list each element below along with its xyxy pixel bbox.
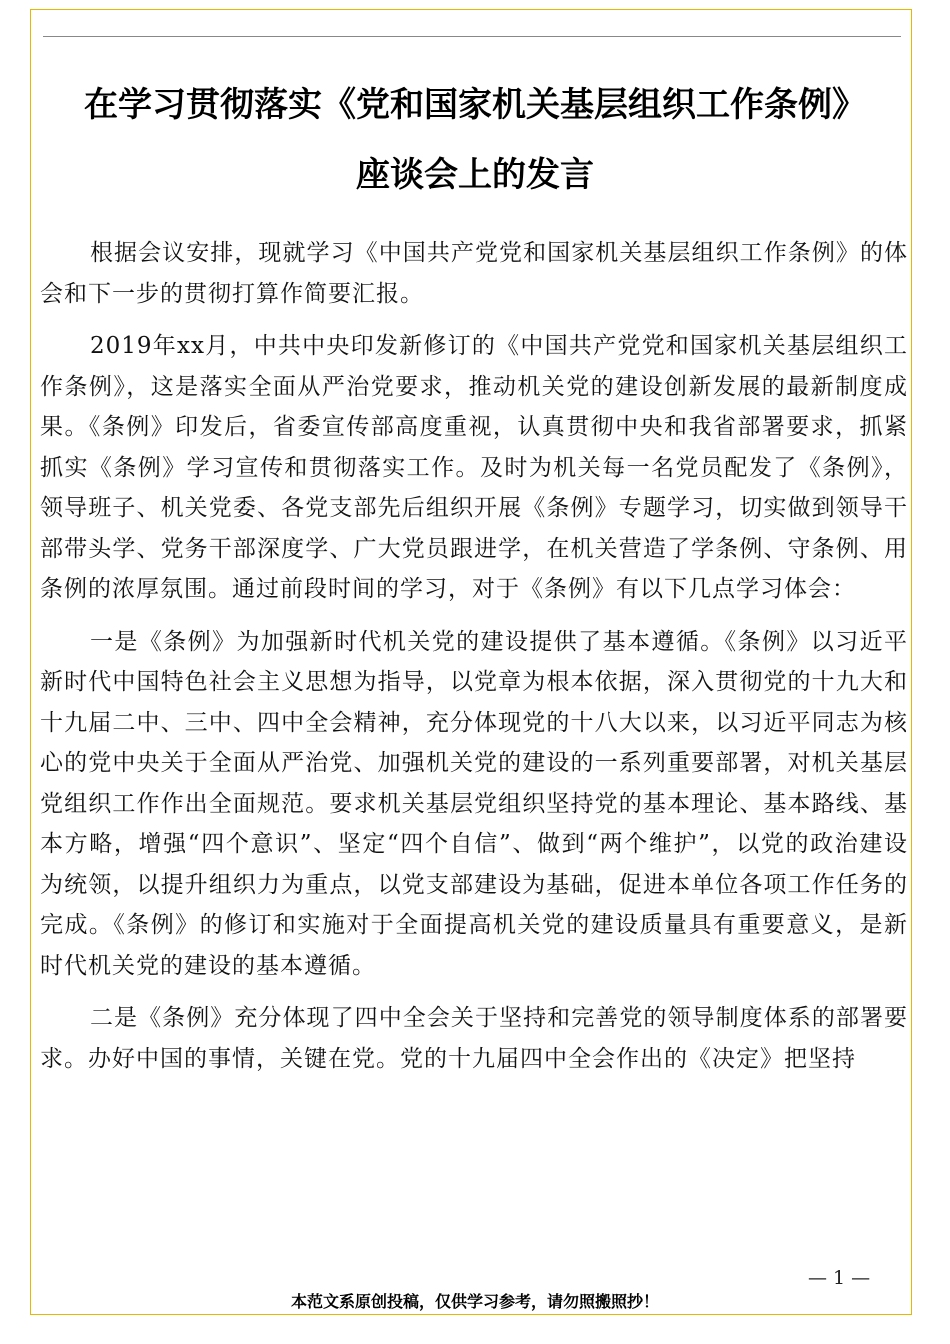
title-line-2: 座谈会上的发言 <box>356 155 594 195</box>
title-line-1: 在学习贯彻落实《党和国家机关基层组织工作条例》 <box>84 85 866 125</box>
paragraph-3: 一是《条例》为加强新时代机关党的建设提供了基本遵循。《条例》以习近平新时代中国特色社会主义思想为指导，以党章为根本依据，深入贯彻党的十九大和十九届二中、三中、四中全会精神，充分体现党的十八大以来，以习近平同志为核心的党中央关于全面从严治党、加强机关党的建设的一系列重要部署，对机关基层党组织工作作出全面规范。要求机关基层党组织坚持党的基本理论、基本路线、基本方略，增强“四个意识”、坚定“四个自信”、做到“两个维护”，以党的政治建设为统领，以提升组织力为重点，以党支部建设为基础，促进本单位各项工作任务的完成。《条例》的修订和实施对于全面提高机关党的建设质量具有重要意义，是新时代机关党的建设的基本遵循。 <box>40 628 908 979</box>
paragraph-4: 二是《条例》充分体现了四中全会关于坚持和完善党的领导制度体系的部署要求。办好中国的事情，关键在党。党的十九届四中全会作出的《决定》把坚持 <box>40 1005 908 1072</box>
document-title <box>0 70 950 210</box>
page-number: — 1 — <box>808 1267 871 1289</box>
paragraph-1: 根据会议安排，现就学习《中国共产党党和国家机关基层组织工作条例》的体会和下一步的贯彻打算作简要汇报。 <box>40 240 908 307</box>
document-body <box>40 233 908 1091</box>
paragraph-2: 2019年xx月，中共中央印发新修订的《中国共产党党和国家机关基层组织工作条例》，这是落实全面从严治党要求，推动机关党的建设创新发展的最新制度成果。《条例》印发后，省委宣传部高度重视，认真贯彻中央和我省部署要求，抓紧抓实《条例》学习宣传和贯彻落实工作。及时为机关每一名党员配发了《条例》，领导班子、机关党委、各党支部先后组织开展《条例》专题学习，切实做到领导干部带头学、党务干部深度学、广大党员跟进学，在机关营造了学条例、守条例、用条例的浓厚氛围。通过前段时间的学习，对于《条例》有以下几点学习体会： <box>40 333 908 602</box>
header-rule <box>43 36 901 37</box>
footer-note: 本范文系原创投稿，仅供学习参考，请勿照搬照抄！ <box>290 1292 659 1311</box>
